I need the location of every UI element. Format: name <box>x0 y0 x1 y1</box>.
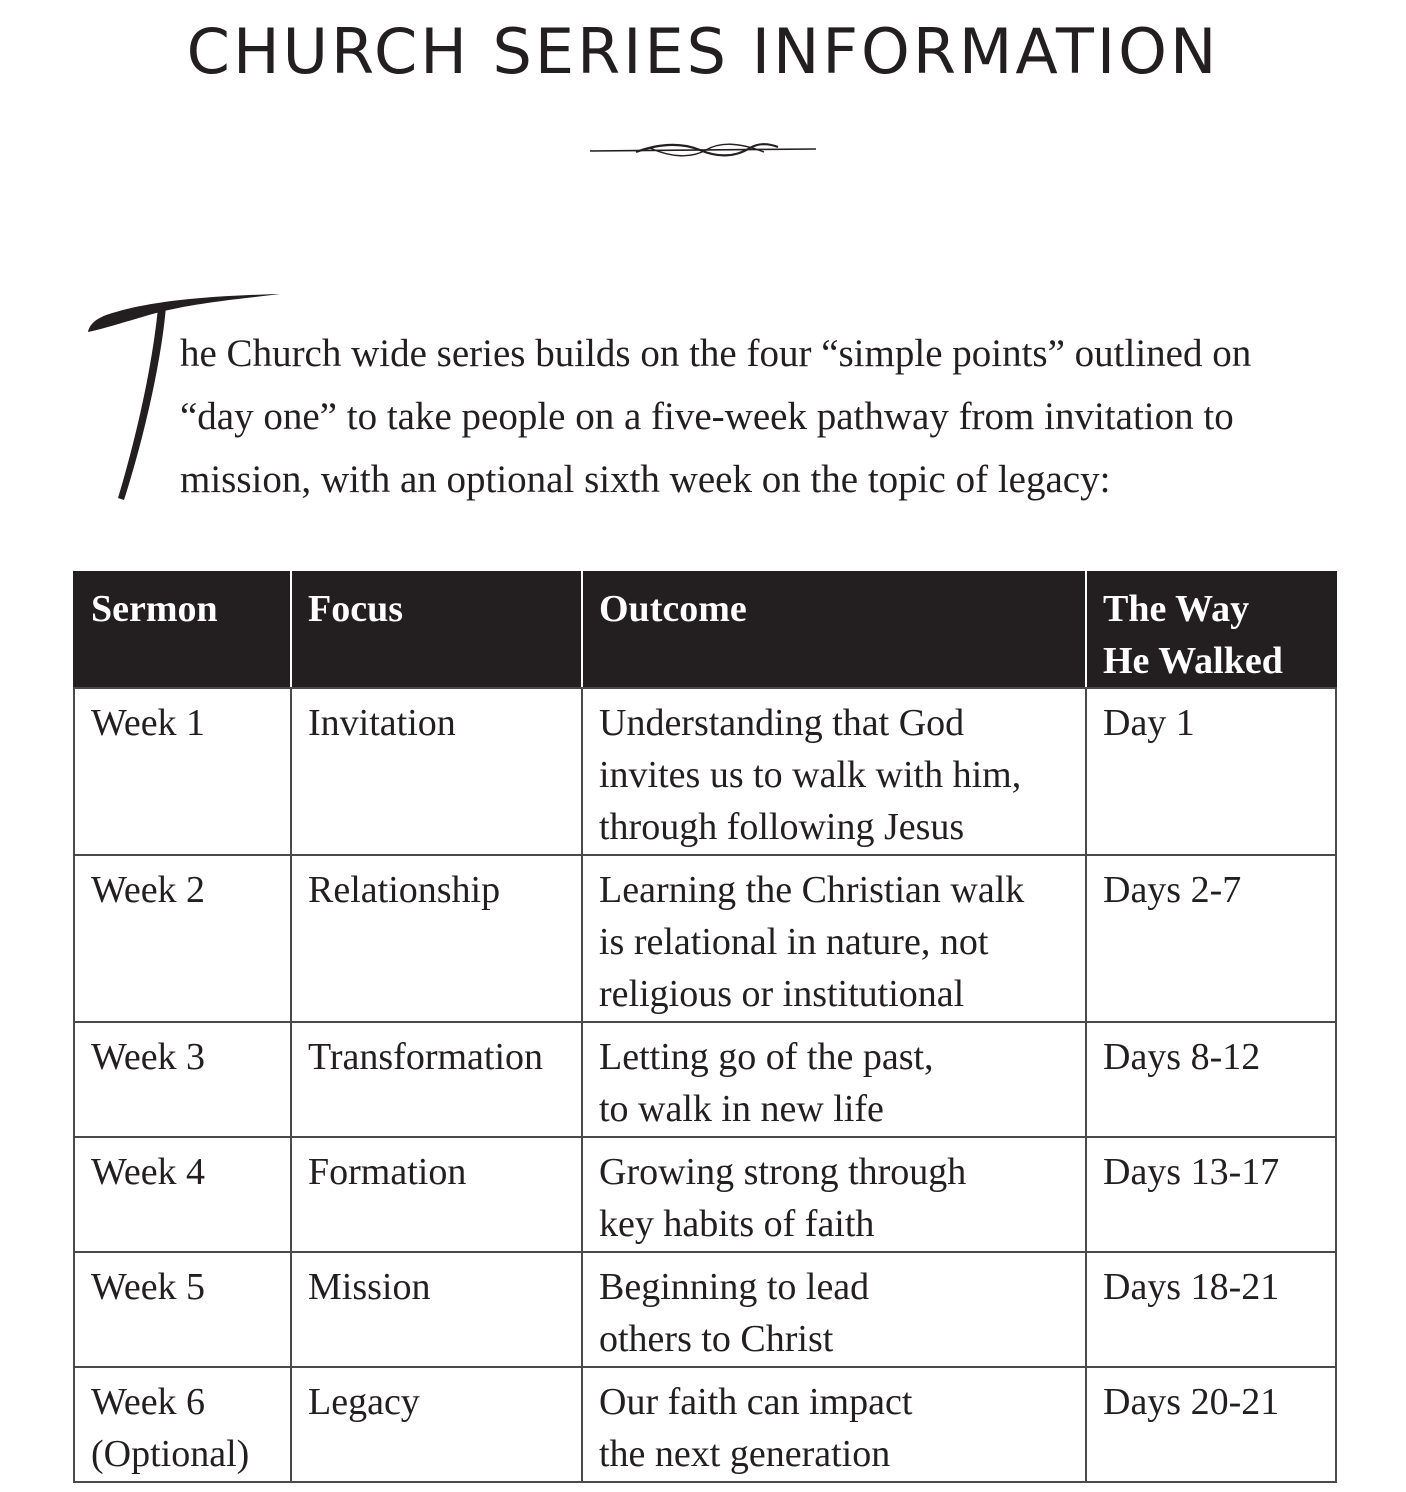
header-the-way-he-walked <box>1086 572 1336 688</box>
header-way-line: He Walked <box>1103 640 1283 682</box>
sermon-line: Week 3 <box>91 1036 206 1078</box>
cell-sermon <box>74 855 291 1022</box>
outcome-line: Growing strong through <box>599 1151 967 1193</box>
outcome-line: others to Christ <box>599 1318 834 1360</box>
cell-days: Days 18-21 <box>1086 1252 1336 1367</box>
outcome-line: Letting go of the past, <box>599 1036 934 1078</box>
cell-focus: Transformation <box>291 1022 582 1137</box>
cell-sermon <box>74 688 291 855</box>
outcome-line: the next generation <box>599 1433 891 1475</box>
cell-focus: Legacy <box>291 1367 582 1482</box>
table-row <box>74 1252 1336 1367</box>
outcome-line: Learning the Christian walk <box>599 869 1025 911</box>
cell-days: Day 1 <box>1086 688 1336 855</box>
cell-outcome <box>582 1137 1086 1252</box>
sermon-line: Week 1 <box>91 702 206 744</box>
flourish-divider-icon <box>588 136 820 166</box>
cell-sermon <box>74 1367 291 1482</box>
table-row <box>74 688 1336 855</box>
table-row <box>74 1137 1336 1252</box>
cell-focus: Invitation <box>291 688 582 855</box>
cell-focus: Relationship <box>291 855 582 1022</box>
outcome-line: invites us to walk with him, <box>599 754 1022 796</box>
cell-outcome <box>582 688 1086 855</box>
cell-focus: Formation <box>291 1137 582 1252</box>
cell-focus: Mission <box>291 1252 582 1367</box>
table-row <box>74 855 1336 1022</box>
cell-outcome <box>582 1252 1086 1367</box>
cell-sermon <box>74 1137 291 1252</box>
header-focus: Focus <box>291 572 582 688</box>
table-row <box>74 1022 1336 1137</box>
cell-outcome <box>582 1022 1086 1137</box>
sermon-line: Week 6 <box>91 1381 206 1423</box>
cell-sermon <box>74 1252 291 1367</box>
sermon-line: (Optional) <box>91 1433 250 1475</box>
outcome-line: religious or institutional <box>599 973 965 1015</box>
intro-line: he Church wide series builds on the four “simple points” outlined on <box>180 332 1252 375</box>
cell-days: Days 13-17 <box>1086 1137 1336 1252</box>
outcome-line: through following Jesus <box>599 806 965 848</box>
cell-days: Days 8-12 <box>1086 1022 1336 1137</box>
page-title: CHURCH SERIES INFORMATION <box>186 15 1220 88</box>
header-outcome: Outcome <box>582 572 1086 688</box>
outcome-line: Beginning to lead <box>599 1266 870 1308</box>
outcome-line: to walk in new life <box>599 1088 884 1130</box>
cell-outcome <box>582 1367 1086 1482</box>
sermon-line: Week 5 <box>91 1266 206 1308</box>
intro-line: “day one” to take people on a five-week pathway from invitation to <box>180 395 1234 438</box>
cell-outcome <box>582 855 1086 1022</box>
outcome-line: Understanding that God <box>599 702 965 744</box>
outcome-line: is relational in nature, not <box>599 921 989 963</box>
cell-days: Days 20-21 <box>1086 1367 1336 1482</box>
sermon-line: Week 2 <box>91 869 206 911</box>
cell-days: Days 2-7 <box>1086 855 1336 1022</box>
sermon-line: Week 4 <box>91 1151 206 1193</box>
table-header-row <box>74 572 1336 688</box>
outcome-line: Our faith can impact <box>599 1381 913 1423</box>
cell-sermon <box>74 1022 291 1137</box>
series-table <box>73 571 1337 1483</box>
outcome-line: key habits of faith <box>599 1203 875 1245</box>
header-sermon: Sermon <box>74 572 291 688</box>
intro-line: mission, with an optional sixth week on the topic of legacy: <box>180 458 1111 501</box>
header-way-line: The Way <box>1103 588 1250 630</box>
table-row <box>74 1367 1336 1482</box>
